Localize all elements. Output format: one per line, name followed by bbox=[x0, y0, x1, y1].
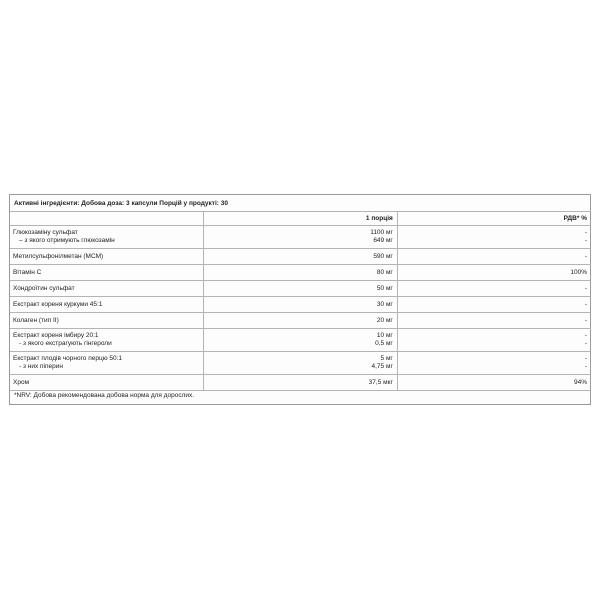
ingredient-daily-value: - bbox=[397, 281, 591, 297]
ingredient-amount: 20 мг bbox=[204, 313, 398, 329]
amount-value: 1100 мг bbox=[370, 228, 393, 236]
ingredient-sublabel: – з якого отримують глюкозамін bbox=[19, 237, 115, 244]
ingredient-name: Хондроїтин сульфат bbox=[10, 281, 204, 297]
ingredient-amount: 590 мг bbox=[204, 249, 398, 265]
amount-value: 10 мг bbox=[376, 331, 393, 339]
ingredient-sublabel: - з них піперин bbox=[19, 363, 63, 370]
ingredient-label: Екстракт плодів чорного перцю 50:1 bbox=[13, 354, 123, 362]
table-row bbox=[10, 249, 591, 265]
ingredient-name: Метилсульфонілметан (МСМ) bbox=[10, 249, 204, 265]
table-footnote: *NRV: Добова рекомендована добова норма для дорослих. bbox=[14, 392, 195, 399]
ingredient-name bbox=[10, 226, 204, 249]
table-row bbox=[10, 265, 591, 281]
table-header-row bbox=[10, 212, 591, 226]
table-title-row bbox=[10, 195, 591, 212]
ingredient-daily-value bbox=[397, 352, 591, 375]
ingredient-amount bbox=[204, 226, 398, 249]
ingredient-name: Колаген (тип II) bbox=[10, 313, 204, 329]
ingredient-daily-value: 100% bbox=[397, 265, 591, 281]
table-row bbox=[10, 297, 591, 313]
amount-subvalue: 0,5 мг bbox=[375, 340, 393, 347]
dv-subvalue: - bbox=[584, 237, 587, 244]
amount-subvalue: 649 мг bbox=[373, 237, 393, 244]
ingredient-label: Глюкозаміну сульфат bbox=[13, 228, 78, 236]
dv-value: - bbox=[584, 354, 587, 362]
ingredient-amount: 50 мг bbox=[204, 281, 398, 297]
table-row bbox=[10, 352, 591, 375]
dv-subvalue: - bbox=[584, 340, 587, 347]
ingredient-name bbox=[10, 329, 204, 352]
ingredient-amount: 30 мг bbox=[204, 297, 398, 313]
amount-value: 5 мг bbox=[380, 354, 393, 362]
dv-value: - bbox=[584, 331, 587, 339]
ingredient-daily-value: - bbox=[397, 297, 591, 313]
table-row bbox=[10, 375, 591, 391]
dv-subvalue: - bbox=[584, 363, 587, 370]
table-row bbox=[10, 281, 591, 297]
ingredient-daily-value bbox=[397, 226, 591, 249]
table-row bbox=[10, 329, 591, 352]
table-row bbox=[10, 226, 591, 249]
ingredient-label: Екстракт кореня імбиру 20:1 bbox=[13, 331, 99, 339]
ingredient-amount: 80 мг bbox=[204, 265, 398, 281]
supplement-facts-table bbox=[10, 195, 591, 391]
ingredient-daily-value: - bbox=[397, 313, 591, 329]
ingredient-daily-value: 94% bbox=[397, 375, 591, 391]
ingredient-amount bbox=[204, 352, 398, 375]
table-row bbox=[10, 313, 591, 329]
dv-value: - bbox=[584, 228, 587, 236]
ingredient-name: Хром bbox=[10, 375, 204, 391]
ingredient-sublabel: - з якого екстрагують гінгероли bbox=[19, 340, 112, 347]
amount-subvalue: 4,75 мг bbox=[371, 363, 393, 370]
ingredient-name: Вітамін С bbox=[10, 265, 204, 281]
ingredient-amount: 37,5 мкг bbox=[204, 375, 398, 391]
ingredient-daily-value: - bbox=[397, 249, 591, 265]
ingredient-name bbox=[10, 352, 204, 375]
ingredient-name: Екстракт кореня куркуми 45:1 bbox=[10, 297, 204, 313]
header-daily-value: РДВ* % bbox=[397, 212, 591, 226]
supplement-facts-panel bbox=[9, 194, 591, 405]
header-serving: 1 порція bbox=[204, 212, 398, 226]
ingredient-daily-value bbox=[397, 329, 591, 352]
header-ingredient bbox=[10, 212, 204, 226]
table-title: Активні інгредієнти: Добова доза: 3 капсули Порцій у продукті: 30 bbox=[10, 195, 591, 212]
ingredient-amount bbox=[204, 329, 398, 352]
